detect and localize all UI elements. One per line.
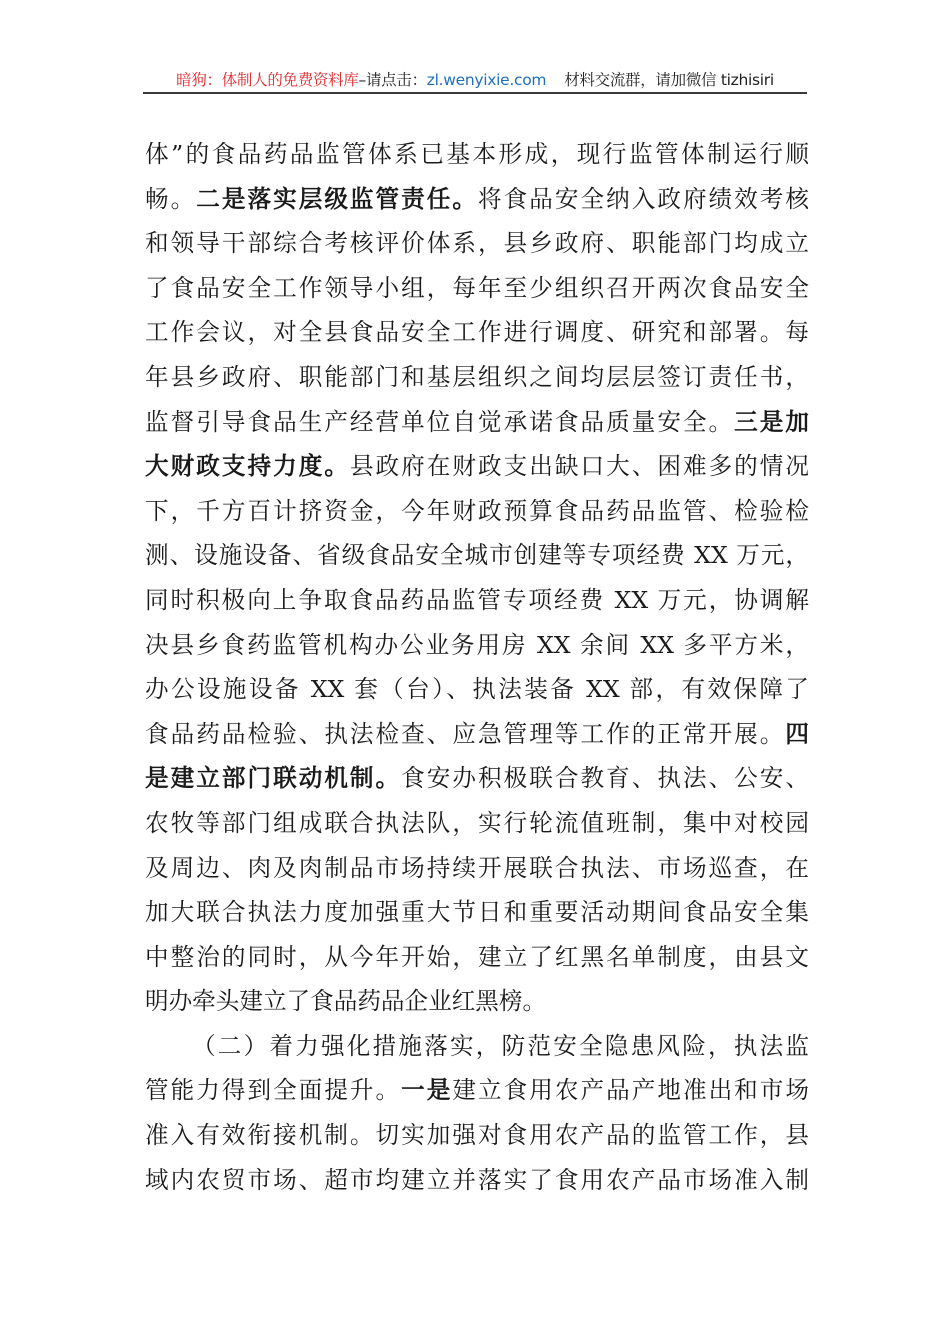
body-text: 建立食用农产品产地准出和市场 xyxy=(452,1076,810,1105)
text-line xyxy=(145,979,809,1024)
body-text: 体”的食品药品监管体系已基本形成，现行监管体制运行顺 xyxy=(145,140,809,168)
body-text: 和领导干部综合考核评价体系，县乡政府、职能部门均成立 xyxy=(145,229,809,258)
bold-heading-text: 二是落实层级监管责任。 xyxy=(196,184,479,213)
text-line xyxy=(145,712,809,757)
body-text: 食安办积极联合教育、执法、公安、 xyxy=(401,764,810,793)
text-line xyxy=(145,890,809,935)
body-text: 明办牵头建立了食品药品企业红黑榜。 xyxy=(145,987,547,1016)
body-text: 下，千方百计挤资金，今年财政预算食品药品监管、检验检 xyxy=(145,496,809,525)
text-line xyxy=(145,623,809,668)
text-line xyxy=(145,310,809,355)
text-line xyxy=(145,489,809,534)
text-line xyxy=(145,1113,809,1158)
body-text: 及周边、肉及肉制品市场持续开展联合执法、市场巡查，在 xyxy=(145,853,809,882)
body-text: 域内农贸市场、超市均建立并落实了食用农产品市场准入制 xyxy=(145,1165,809,1194)
body-text: 年县乡政府、职能部门和基层组织之间均层层签订责任书， xyxy=(145,362,809,391)
header-link[interactable]: zl.wenyixie.com xyxy=(426,71,547,89)
text-line xyxy=(145,177,809,222)
text-line xyxy=(145,444,809,489)
body-text: 农牧等部门组成联合执法队，实行轮流值班制，集中对校园 xyxy=(145,808,809,837)
body-text: 决县乡食药监管机构办公业务用房 XX 余间 XX 多平方米， xyxy=(145,630,809,659)
body-text: 管能力得到全面提升。 xyxy=(145,1076,402,1105)
body-text: （二）着力强化措施落实，防范安全隐患风险，执法监 xyxy=(192,1031,809,1060)
bold-heading-text: 是建立部门联动机制。 xyxy=(145,764,402,793)
text-line xyxy=(145,935,809,980)
text-line xyxy=(145,266,809,311)
text-line xyxy=(145,355,809,400)
body-text: 办公设施设备 XX 套（台）、执法装备 XX 部，有效保障了 xyxy=(145,675,809,704)
body-text: 了食品安全工作领导小组，每年至少组织召开两次食品安全 xyxy=(145,273,809,302)
text-line xyxy=(145,1024,809,1069)
text-line xyxy=(145,756,809,801)
text-line xyxy=(145,1158,809,1203)
body-text: 将食品安全纳入政府绩效考核 xyxy=(478,184,810,213)
document-body xyxy=(145,132,809,1202)
body-text: 食品药品检验、执法检查、应急管理等工作的正常开展。 xyxy=(145,719,786,748)
body-text: 同时积极向上争取食品药品监管专项经费 XX 万元，协调解 xyxy=(145,585,809,614)
text-line xyxy=(145,1068,809,1113)
text-line xyxy=(145,578,809,623)
body-text: 工作会议，对全县食品安全工作进行调度、研究和部署。每 xyxy=(145,318,809,347)
text-line xyxy=(145,667,809,712)
text-line xyxy=(145,801,809,846)
text-line xyxy=(145,846,809,891)
header-brand: 暗狗：体制人的免费资料库 xyxy=(176,71,359,89)
body-text: 监督引导食品生产经营单位自觉承诺食品质量安全。 xyxy=(145,407,735,436)
header-prompt: –请点击： xyxy=(358,71,427,89)
text-line xyxy=(145,400,809,445)
text-line xyxy=(145,221,809,266)
body-text: 畅。 xyxy=(145,184,197,213)
body-text: 中整治的同时，从今年开始，建立了红黑名单制度，由县文 xyxy=(145,942,809,971)
body-text: 测、设施设备、省级食品安全城市创建等专项经费 XX 万元， xyxy=(145,541,809,570)
body-text: 准入有效衔接机制。切实加强对食用农产品的监管工作，县 xyxy=(145,1121,809,1150)
bold-heading-text: 四 xyxy=(785,719,809,748)
watermark-header xyxy=(143,68,807,94)
bold-heading-text: 大财政支持力度。 xyxy=(145,452,350,481)
body-text: 加大联合执法力度加强重大节日和重要活动期间食品安全集 xyxy=(145,898,809,927)
header-contact: 材料交流群，请加微信 tizhisiri xyxy=(564,71,774,89)
text-line xyxy=(145,132,809,177)
body-text: 县政府在财政支出缺口大、困难多的情况 xyxy=(349,452,810,481)
bold-heading-text: 三是加 xyxy=(734,407,809,436)
bold-heading-text: 一是 xyxy=(401,1076,453,1105)
text-line xyxy=(145,533,809,578)
